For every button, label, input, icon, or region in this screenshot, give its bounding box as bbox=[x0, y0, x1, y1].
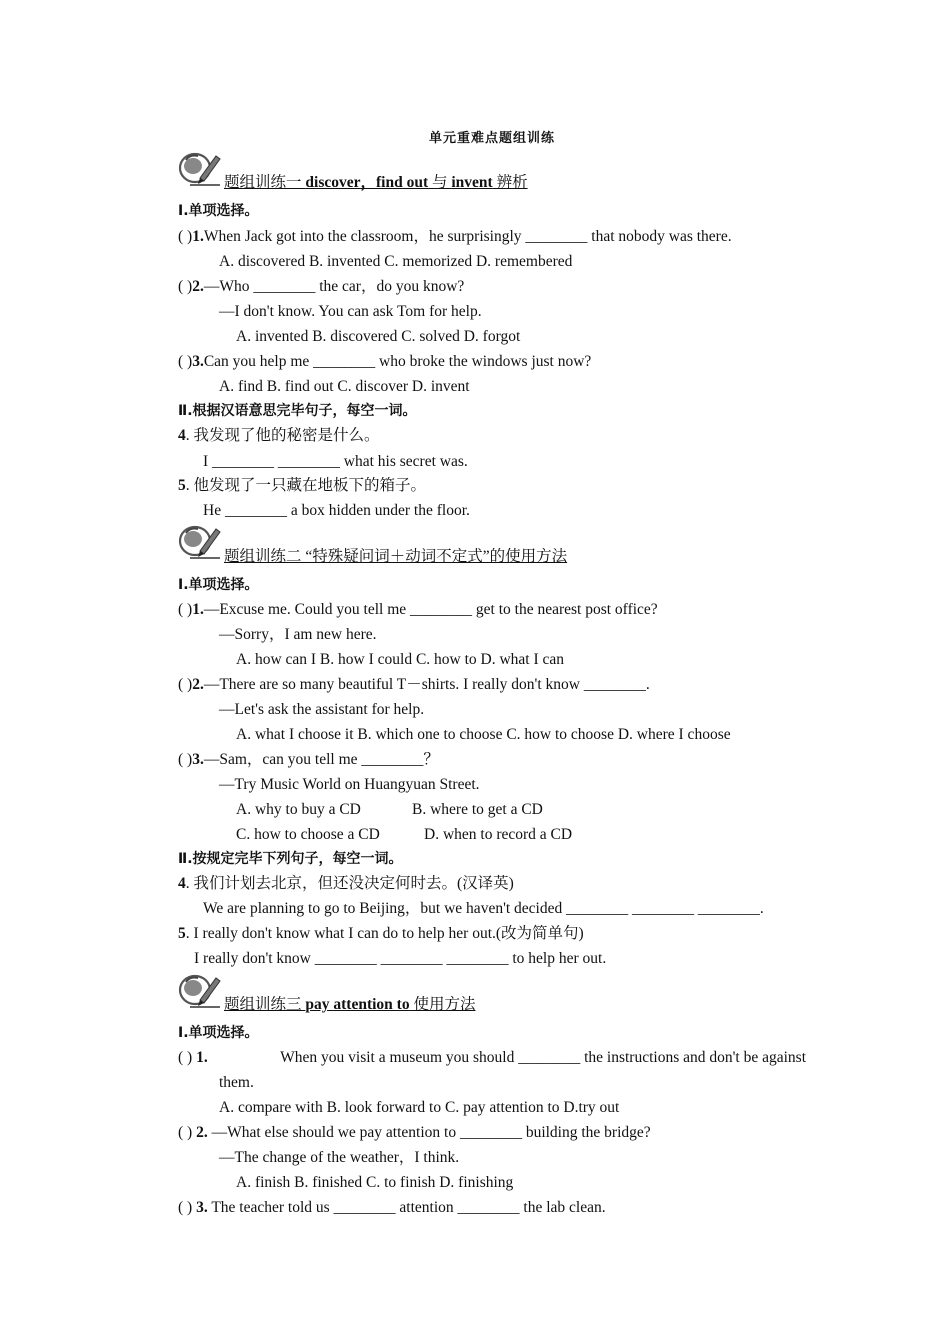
answer-line: He ________ a box hidden under the floor. bbox=[203, 502, 470, 519]
question-options: A. invented B. discovered C. solved D. forgot bbox=[236, 328, 521, 345]
part-heading: Ⅰ.单项选择。 bbox=[178, 577, 259, 593]
question-options: A. discovered B. invented C. memorized D. remembered bbox=[219, 253, 573, 270]
question-2: ( ) 2. —What else should we pay attention to ________ building the bridge? bbox=[178, 1124, 651, 1141]
question-1: ( )1.—Excuse me. Could you tell me ________ get to the nearest post office? bbox=[178, 601, 658, 618]
option-d: D. when to record a CD bbox=[424, 826, 573, 843]
question-3: ( )3.Can you help me ________ who broke the windows just now? bbox=[178, 353, 592, 370]
question-options: A. what I choose it B. which one to choose C. how to choose D. where I choose bbox=[236, 726, 731, 743]
pencil-icon bbox=[176, 970, 222, 1010]
question-2: ( )2.—There are so many beautiful T－shirts. I really don't know ________. bbox=[178, 676, 650, 693]
section-heading-2: 题组训练二 “特殊疑问词＋动词不定式”的使用方法 bbox=[224, 548, 568, 565]
dialogue-line: —The change of the weather，I think. bbox=[219, 1149, 460, 1166]
section-heading-3: 题组训练三 pay attention to 使用方法 bbox=[224, 996, 476, 1013]
section-heading-1: 题组训练一 discover，find out 与 invent 辨析 bbox=[224, 174, 528, 191]
question-options: A. how can I B. how I could C. how to D. what I can bbox=[236, 651, 565, 668]
dialogue-line: —Try Music World on Huangyuan Street. bbox=[219, 776, 480, 793]
question-2: ( )2.—Who ________ the car，do you know? bbox=[178, 278, 465, 295]
question-3: ( ) 3. The teacher told us ________ attention ________ the lab clean. bbox=[178, 1199, 606, 1216]
dialogue-line: —Sorry，I am new here. bbox=[219, 626, 377, 643]
dialogue-line: —I don't know. You can ask Tom for help. bbox=[219, 303, 482, 320]
question-5: 5. 他发现了一只藏在地板下的箱子。 bbox=[178, 477, 427, 494]
answer-line: I really don't know ________ ________ ________ to help her out. bbox=[194, 950, 607, 967]
pencil-icon bbox=[176, 521, 222, 561]
option-a: A. why to buy a CD bbox=[236, 801, 361, 818]
part-heading: Ⅰ.单项选择。 bbox=[178, 1025, 259, 1041]
part-heading: Ⅱ.按规定完毕下列句子，每空一词。 bbox=[178, 851, 403, 867]
question-1: ( )1.When Jack got into the classroom，he surprisingly ________ that nobody was there. bbox=[178, 228, 732, 245]
answer-line: I ________ ________ what his secret was. bbox=[203, 453, 468, 470]
question-3: ( )3.—Sam，can you tell me ________？ bbox=[178, 751, 439, 768]
question-options: A. finish B. finished C. to finish D. finishing bbox=[236, 1174, 514, 1191]
question-continuation: them. bbox=[219, 1074, 254, 1091]
question-options: A. find B. find out C. discover D. invent bbox=[219, 378, 470, 395]
part-heading: Ⅱ.根据汉语意思完毕句子，每空一词。 bbox=[178, 403, 417, 419]
option-c: C. how to choose a CD bbox=[236, 826, 380, 843]
answer-line: We are planning to go to Beijing，but we haven't decided ________ ________ ________. bbox=[203, 900, 764, 917]
part-heading: Ⅰ.单项选择。 bbox=[178, 203, 259, 219]
option-b: B. where to get a CD bbox=[412, 801, 543, 818]
dialogue-line: —Let's ask the assistant for help. bbox=[219, 701, 425, 718]
question-4: 4. 我们计划去北京，但还没决定何时去。(汉译英) bbox=[178, 875, 514, 892]
question-5: 5. I really don't know what I can do to help her out.(改为简单句) bbox=[178, 925, 584, 942]
question-1: ( ) 1. When you visit a museum you should ________ the instructions and don't be against bbox=[178, 1049, 806, 1066]
question-4: 4. 我发现了他的秘密是什么。 bbox=[178, 427, 380, 444]
question-options: A. compare with B. look forward to C. pay attention to D.try out bbox=[219, 1099, 620, 1116]
page-title: 单元重难点题组训练 bbox=[428, 131, 555, 146]
pencil-icon bbox=[176, 148, 222, 188]
